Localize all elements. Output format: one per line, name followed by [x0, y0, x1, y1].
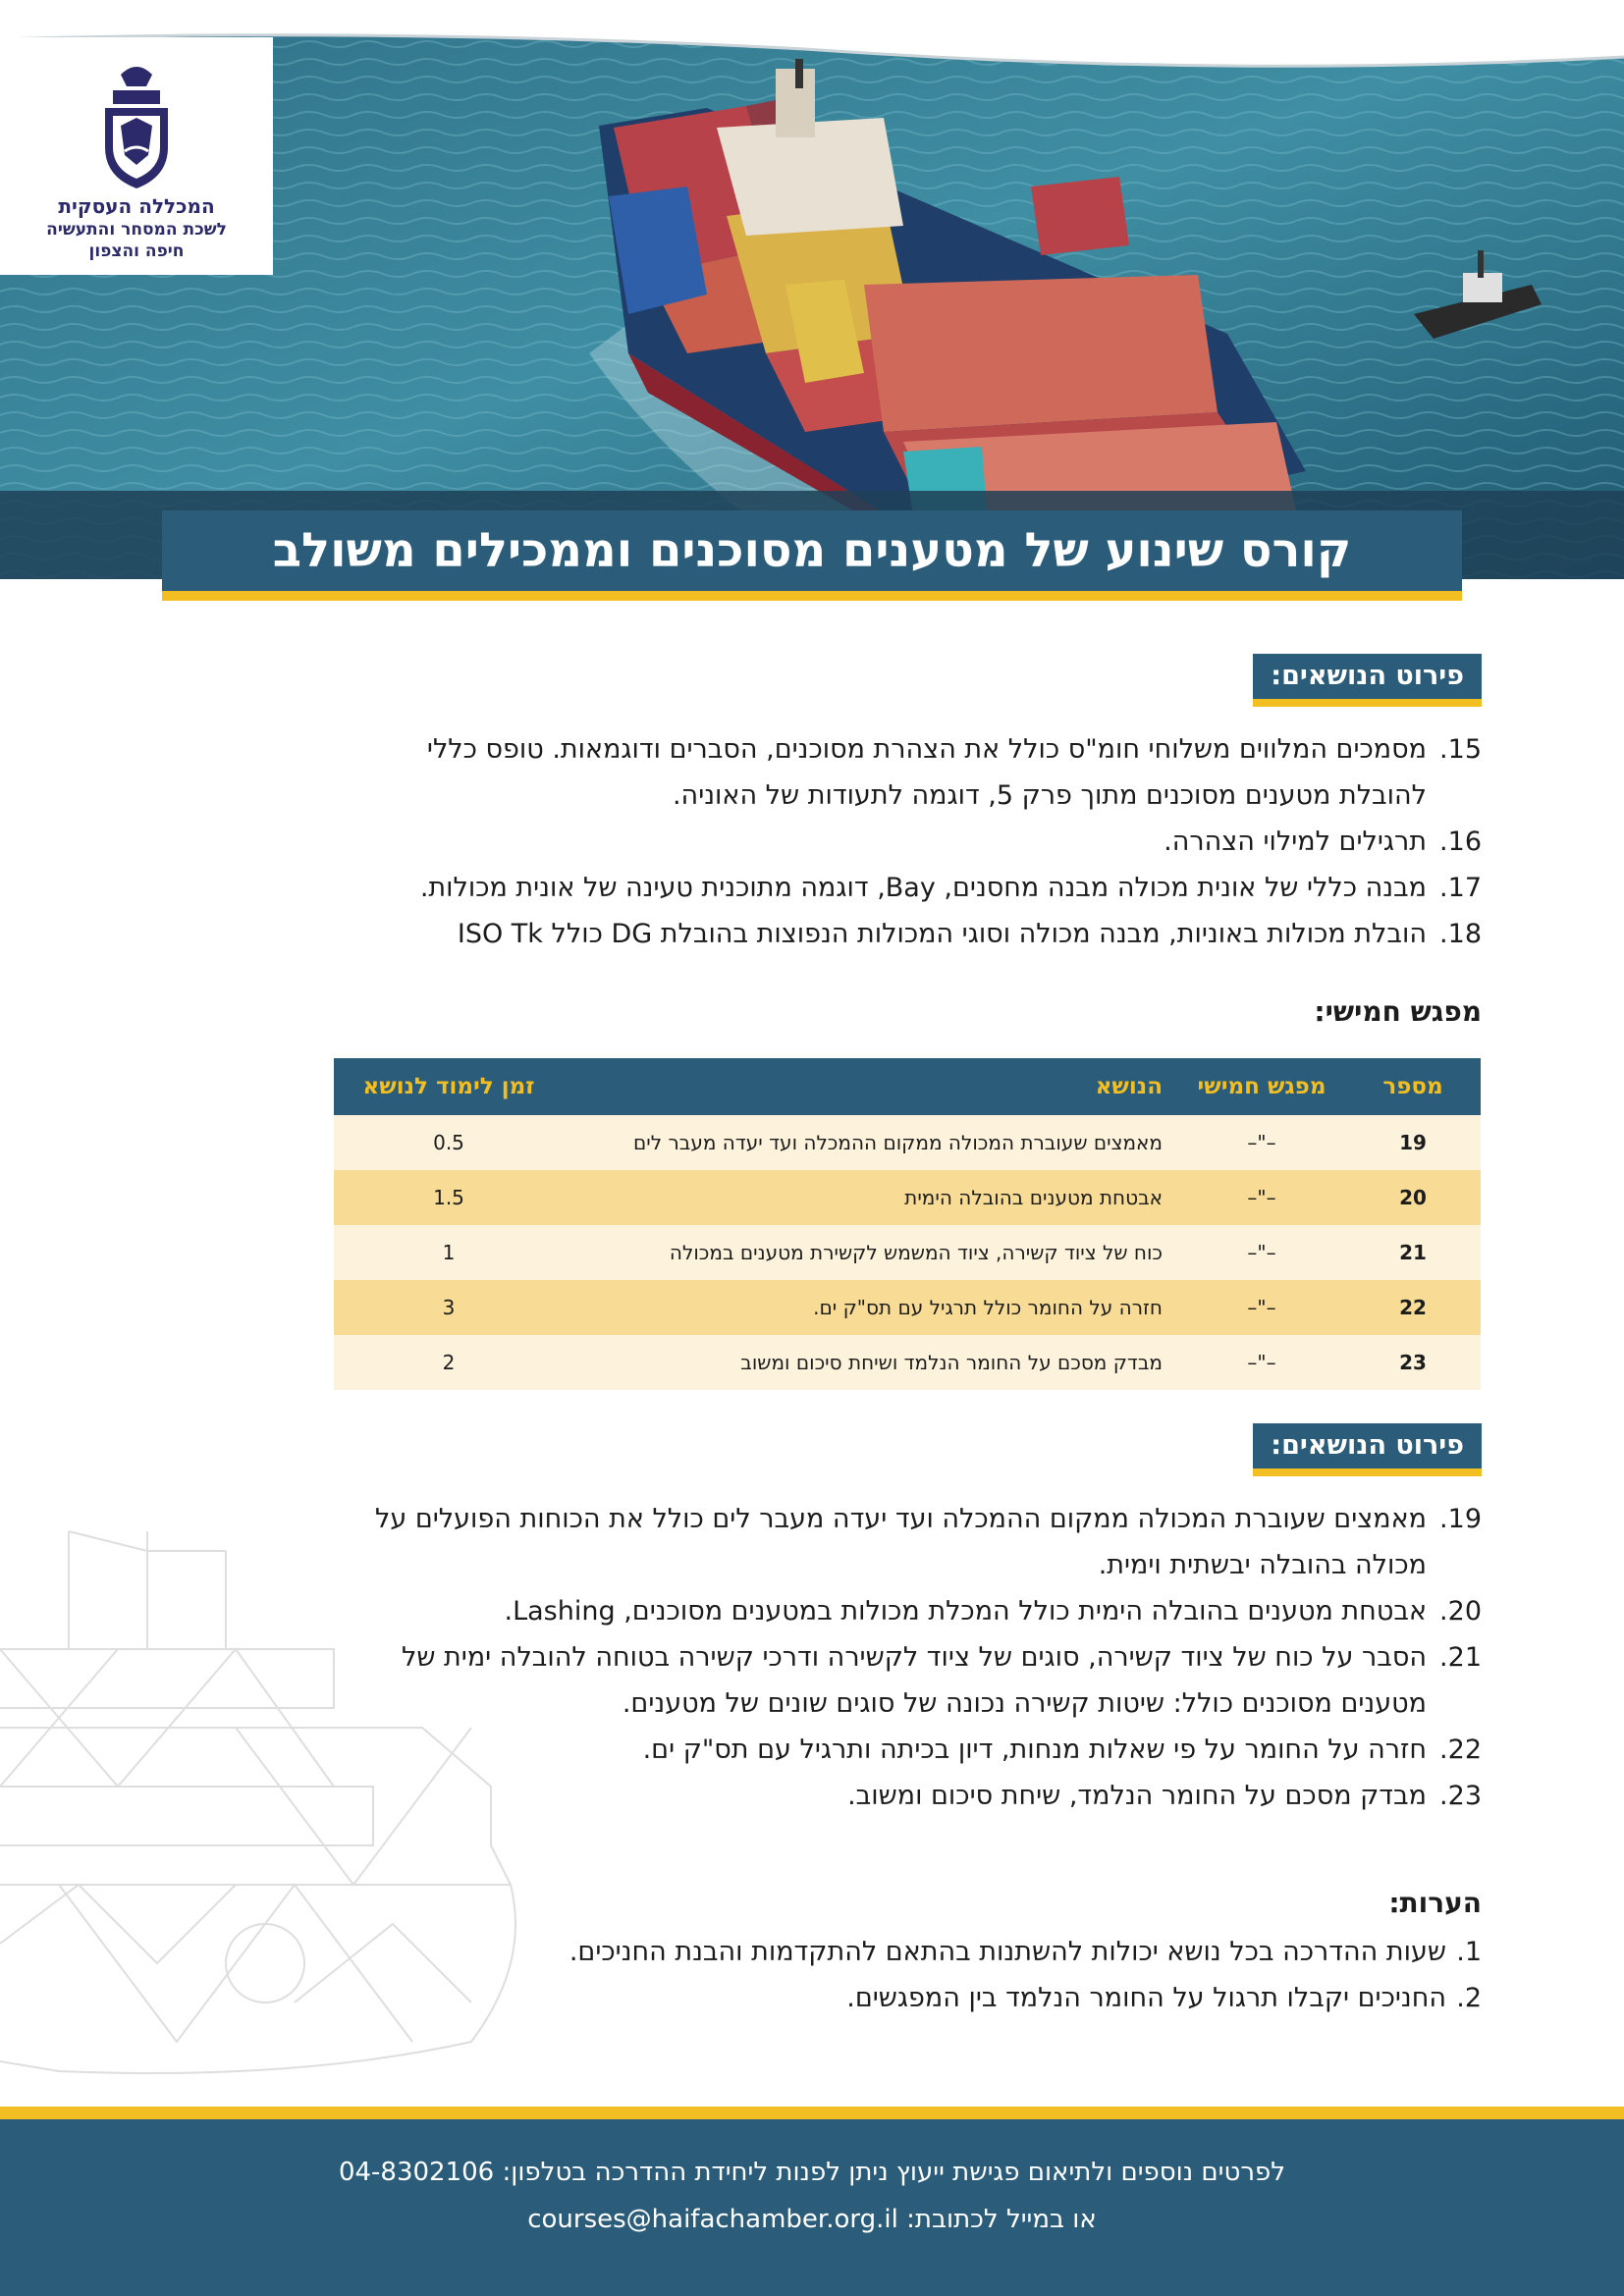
logo-line3: חיפה והצפון — [88, 241, 185, 261]
cell-time: 3 — [334, 1280, 564, 1335]
cell-time: 1 — [334, 1225, 564, 1280]
section-topics-1 — [343, 654, 1482, 957]
notes-section — [343, 1887, 1482, 2021]
note-number: 2. — [1456, 1983, 1482, 2013]
notes-list — [343, 1929, 1482, 2021]
item-number: 17. — [1439, 873, 1482, 903]
footer-email-line: או במייל לכתובת: courses@haifachamber.org.il — [527, 2205, 1097, 2234]
list-item — [343, 865, 1482, 911]
cell-meeting: –"– — [1178, 1170, 1345, 1225]
col-time: זמן לימוד לנושא — [334, 1058, 564, 1115]
list-item — [343, 726, 1482, 819]
item-text-continued: מטענים מסוכנים כולל: שיטות קשירה נכונה של סוגים שונים של מטענים. — [622, 1688, 1427, 1719]
cell-meeting: –"– — [1178, 1335, 1345, 1390]
note-text: החניכים יקבלו תרגול על החומר הנלמד בין המפגשים. — [846, 1983, 1446, 2013]
cell-topic: מאמצים שעוברת המכולה ממקום ההמכלה ועד יעדה מעבר לים — [564, 1115, 1178, 1170]
cell-number: 21 — [1345, 1225, 1481, 1280]
item-text: תרגילים למילוי הצהרה. — [1164, 827, 1427, 857]
cell-topic: כוח של ציוד קשירה, ציוד המשמש לקשירת מטענים במכולה — [564, 1225, 1178, 1280]
item-text: הובלת מכולות באוניות, מבנה מכולה וסוגי המכולות הנפוצות בהובלת DG כולל ISO Tk — [457, 919, 1427, 949]
schedule-table — [334, 1058, 1481, 1390]
list-item — [343, 1727, 1482, 1773]
col-number: מספר — [1345, 1058, 1481, 1115]
item-number: 23. — [1439, 1781, 1482, 1811]
item-text: מסמכים המלווים משלוחי חומ"ס כולל את הצהרת מסוכנים, הסברים ודוגמאות. טופס כללי — [426, 734, 1427, 765]
list-item — [343, 1975, 1482, 2021]
section-topics-2 — [343, 1423, 1482, 1819]
note-number: 1. — [1456, 1937, 1482, 1967]
item-number: 16. — [1439, 827, 1482, 857]
item-text: מאמצים שעוברת המכולה ממקום ההמכלה ועד יעדה מעבר לים כולל את הכוחות הפועלים על — [375, 1504, 1427, 1534]
cell-number: 22 — [1345, 1280, 1481, 1335]
table-row — [334, 1335, 1481, 1390]
meeting-heading-wrap — [343, 995, 1482, 1028]
item-text-continued: להובלת מטענים מסוכנים מתוך פרק 5, דוגמה לתעודות של האוניה. — [672, 780, 1427, 811]
item-text: מבנה כללי של אונית מכולה מבנה מחסנים, Bay, דוגמה מתוכנית טעינה של אונית מכולות. — [419, 873, 1427, 903]
item-number: 22. — [1439, 1735, 1482, 1765]
item-text-continued: מכולה בהובלה יבשתית וימית. — [1098, 1550, 1427, 1580]
cell-time: 0.5 — [334, 1115, 564, 1170]
item-number: 15. — [1439, 734, 1482, 765]
item-number: 21. — [1439, 1642, 1482, 1673]
table-header-row — [334, 1058, 1481, 1115]
cell-topic: מבדק מסכם על החומר הנלמד ושיחת סיכום ומשוב — [564, 1335, 1178, 1390]
item-text: הסבר על כוח של ציוד קשירה, סוגים של ציוד לקשירה ודרכי קשירה בטוחה להובלה ימית של — [402, 1642, 1427, 1673]
item-text: חזרה על החומר על פי שאלות מנחות, דיון בכיתה ותרגיל עם תס"ק ים. — [642, 1735, 1427, 1765]
item-number: 19. — [1439, 1504, 1482, 1534]
cell-meeting: –"– — [1178, 1280, 1345, 1335]
list-item — [343, 1773, 1482, 1819]
item-text: אבטחת מטענים בהובלה הימית כולל המכלת מכולות במטענים מסוכנים, Lashing. — [504, 1596, 1427, 1627]
list-item — [343, 1588, 1482, 1634]
title-banner — [162, 510, 1462, 601]
list-item — [343, 1634, 1482, 1727]
item-number: 20. — [1439, 1596, 1482, 1627]
cell-topic: חזרה על החומר כולל תרגיל עם תס"ק ים. — [564, 1280, 1178, 1335]
item-text: מבדק מסכם על החומר הנלמד, שיחת סיכום ומשוב. — [847, 1781, 1427, 1811]
cell-time: 2 — [334, 1335, 564, 1390]
page-title: קורס שינוע של מטענים מסוכנים וממכילים משולב — [272, 523, 1352, 578]
section-tag: פירוט הנושאים: — [1253, 654, 1482, 707]
cell-number: 23 — [1345, 1335, 1481, 1390]
col-meeting: מפגש חמישי — [1178, 1058, 1345, 1115]
col-topic: הנושא — [564, 1058, 1178, 1115]
cell-number: 19 — [1345, 1115, 1481, 1170]
table-row — [334, 1170, 1481, 1225]
cell-topic: אבטחת מטענים בהובלה הימית — [564, 1170, 1178, 1225]
crest-icon — [91, 57, 182, 190]
table-row — [334, 1225, 1481, 1280]
cell-time: 1.5 — [334, 1170, 564, 1225]
list-item — [343, 1929, 1482, 1975]
list-item — [343, 911, 1482, 957]
table-row — [334, 1115, 1481, 1170]
topics-list — [343, 726, 1482, 957]
footer — [0, 2107, 1624, 2296]
table-row — [334, 1280, 1481, 1335]
meeting-heading: מפגש חמישי: — [1314, 995, 1482, 1028]
note-text: שעות ההדרכה בכל נושא יכולות להשתנות בהתאם להתקדמות והבנת החניכים. — [568, 1937, 1446, 1967]
list-item — [343, 819, 1482, 865]
cell-number: 20 — [1345, 1170, 1481, 1225]
section-tag: פירוט הנושאים: — [1253, 1423, 1482, 1476]
footer-phone-line: לפרטים נוספים ולתיאום פגישת ייעוץ ניתן לפנות ליחידת ההדרכה בטלפון: 04-8302106 — [338, 2158, 1286, 2187]
cell-meeting: –"– — [1178, 1115, 1345, 1170]
logo-line1: המכללה העסקית — [58, 194, 215, 218]
logo-box — [0, 37, 273, 275]
logo-line2: לשכת המסחר והתעשיה — [46, 220, 227, 240]
topics-list — [343, 1496, 1482, 1819]
list-item — [343, 1496, 1482, 1588]
cell-meeting: –"– — [1178, 1225, 1345, 1280]
item-number: 18. — [1439, 919, 1482, 949]
notes-title: הערות: — [1388, 1887, 1482, 1919]
